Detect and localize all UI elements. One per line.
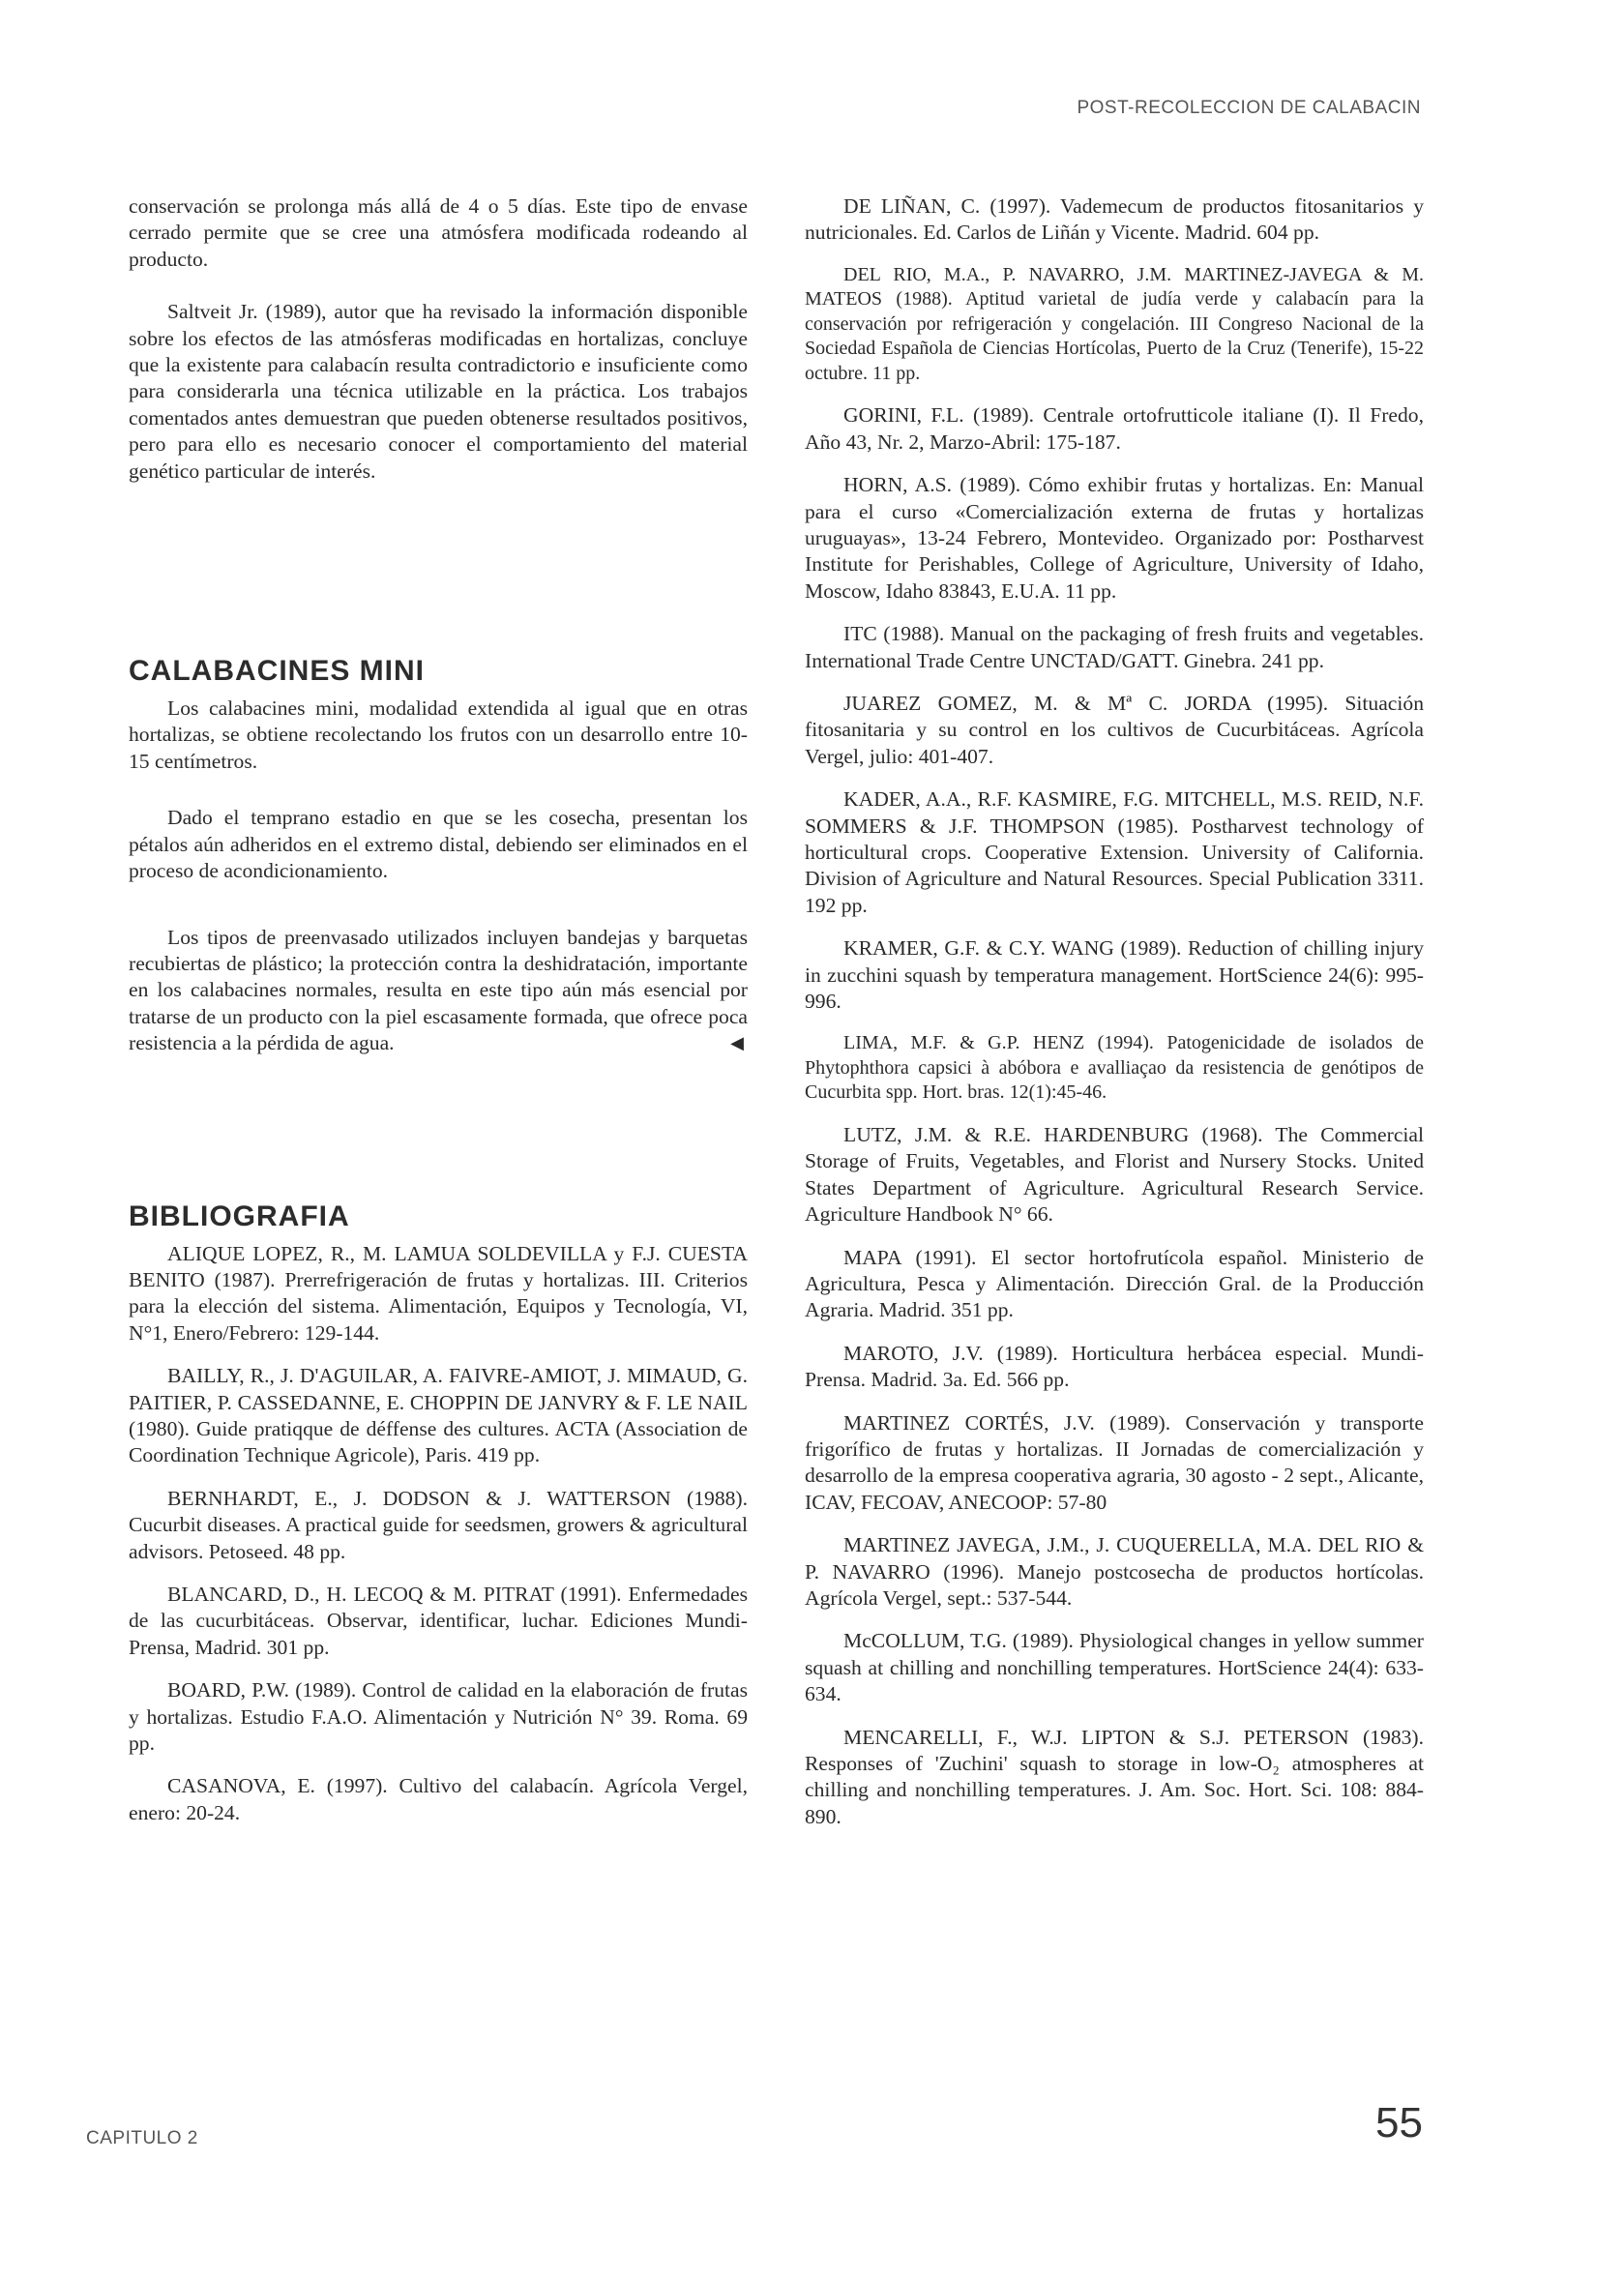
end-of-article-icon: ◀ bbox=[730, 1033, 744, 1053]
bibliography-entry: CASANOVA, E. (1997). Cultivo del calabacín. Agrícola Vergel, enero: 20-24. bbox=[129, 1774, 748, 1824]
right-column bbox=[805, 193, 1424, 1847]
running-title: POST-RECOLECCION DE CALABACIN bbox=[1077, 98, 1421, 118]
bibliography-entry: JUAREZ GOMEZ, M. & Mª C. JORDA (1995). Situación fitosanitaria y su control en los cultivos de Cucurbitáceas. Agrícola Vergel, julio: 401-407. bbox=[805, 691, 1424, 768]
section-heading-bibliografia: BIBLIOGRAFIA bbox=[129, 1199, 350, 1232]
body-paragraph: Los calabacines mini, modalidad extendida al igual que en otras hortalizas, se obtiene recolectando los frutos con un desarrollo entre 10-15 centímetros. bbox=[129, 696, 748, 773]
bibliography-entry: KRAMER, G.F. & C.Y. WANG (1989). Reduction of chilling injury in zucchini squash by temperatura management. HortScience 24(6): 995-996. bbox=[805, 936, 1424, 1014]
bibliography-entry: LUTZ, J.M. & R.E. HARDENBURG (1968). The Commercial Storage of Fruits, Vegetables, and Florist and Nursery Stocks. United States Department of Agriculture. Agricultural Research Service. Agriculture Handbook N° 66. bbox=[805, 1122, 1424, 1227]
left-column bbox=[129, 193, 748, 1843]
bibliography-entry: KADER, A.A., R.F. KASMIRE, F.G. MITCHELL, M.S. REID, N.F. SOMMERS & J.F. THOMPSON (1985). Postharvest technology of horticultural crops. Cooperative Extension. University of California. Division of Agriculture and Natural Resources. Special Publication 3311. 192 pp. bbox=[805, 787, 1424, 917]
body-paragraph: conservación se prolonga más allá de 4 o 5 días. Este tipo de envase cerrado permite que se cree una atmósfera modificada rodeando al producto. bbox=[129, 194, 748, 271]
bibliography-entry: GORINI, F.L. (1989). Centrale ortofrutticole italiane (I). Il Fredo, Año 43, Nr. 2, Marzo-Abril: 175-187. bbox=[805, 403, 1424, 454]
bibliography-entry: McCOLLUM, T.G. (1989). Physiological changes in yellow summer squash at chilling and nonchilling temperatures. HortScience 24(4): 633-634. bbox=[805, 1629, 1424, 1706]
bibliography-entry: DEL RIO, M.A., P. NAVARRO, J.M. MARTINEZ-JAVEGA & M. MATEOS (1988). Aptitud varietal de judía verde y calabacín para la conservación por refrigeración y congelación. III Congreso Nacional de la Sociedad Española de Ciencias Hortícolas, Puerto de la Cruz (Tenerife), 15-22 octubre. 11 pp. bbox=[805, 263, 1424, 384]
bibliography-entry: HORN, A.S. (1989). Cómo exhibir frutas y hortalizas. En: Manual para el curso «Comercialización externa de frutas y hortalizas uruguayas», 13-24 Febrero, Montevideo. Organizado por: Postharvest Institute for Perishables, College of Agriculture, University of Idaho, Moscow, Idaho 83843, E.U.A. 11 pp. bbox=[805, 473, 1424, 603]
bibliography-entry: MAROTO, J.V. (1989). Horticultura herbácea especial. Mundi-Prensa. Madrid. 3a. Ed. 566 pp. bbox=[805, 1341, 1424, 1392]
page-number: 55 bbox=[1375, 2099, 1423, 2147]
body-paragraph: Dado el temprano estadio en que se les cosecha, presentan los pétalos aún adheridos en el extremo distal, debiendo ser eliminados en el proceso de acondicionamiento. bbox=[129, 806, 748, 883]
bibliography-entry: LIMA, M.F. & G.P. HENZ (1994). Patogenicidade de isolados de Phytophthora capsici à abóbora e avalliaçao da resistencia de genótipos de Cucurbita spp. Hort. bras. 12(1):45-46. bbox=[805, 1032, 1424, 1104]
body-paragraph: Saltveit Jr. (1989), autor que ha revisado la información disponible sobre los efectos de las atmósferas modificadas en hortalizas, concluye que la existente para calabacín resulta contradictorio e insuficiente como para considerarla una técnica utilizable en la práctica. Los trabajos comentados antes demuestran que pueden obtenerse resultados positivos, pero para ello es necesario conocer el comportamiento del material genético particular de interés. bbox=[129, 300, 748, 483]
bibliography-entry: MENCARELLI, F., W.J. LIPTON & S.J. PETERSON (1983). Responses of 'Zuchini' squash to storage in low-O₂ atmospheres at chilling and nonchilling temperatures. J. Am. Soc. Hort. Sci. 108: 884-890. bbox=[805, 1725, 1424, 1828]
bibliography-entry: ITC (1988). Manual on the packaging of fresh fruits and vegetables. International Trade Centre UNCTAD/GATT. Ginebra. 241 pp. bbox=[805, 622, 1424, 672]
bibliography-entry: BLANCARD, D., H. LECOQ & M. PITRAT (1991). Enfermedades de las cucurbitáceas. Observar, identificar, luchar. Ediciones Mundi-Prensa, Madrid. 301 pp. bbox=[129, 1583, 748, 1659]
bibliography-entry: BAILLY, R., J. D'AGUILAR, A. FAIVRE-AMIOT, J. MIMAUD, G. PAITIER, P. CASSEDANNE, E. CHOPPIN DE JANVRY & F. LE NAIL (1980). Guide pratiqque de déffense des cultures. ACTA (Association de Coordination Technique Agricole), Paris. 419 pp. bbox=[129, 1364, 748, 1467]
body-paragraph bbox=[129, 925, 748, 1057]
section-heading-calabacines-mini: CALABACINES MINI bbox=[129, 655, 425, 688]
chapter-label: CAPITULO 2 bbox=[86, 2128, 198, 2148]
bibliography-entry: MARTINEZ CORTÉS, J.V. (1989). Conservación y transporte frigorífico de frutas y hortalizas. II Jornadas de comercialización y desarrollo de la empresa cooperativa agraria, 30 agosto - 2 sept., Alicante, ICAV, FECOAV, ANECOOP: 57-80 bbox=[805, 1410, 1424, 1514]
bibliography-entry: DE LIÑAN, C. (1997). Vademecum de productos fitosanitarios y nutricionales. Ed. Carlos de Liñán y Vicente. Madrid. 604 pp. bbox=[805, 194, 1424, 245]
body-paragraph-text: Los tipos de preenvasado utilizados incluyen bandejas y barquetas recubiertas de plástico; la protección contra la deshidratación, importante en los calabacines normales, resulta en este tipo aún más esencial por tratarse de un producto con la piel escasamente formada, que ofrece poca resistencia a la pérdida de agua. bbox=[129, 925, 748, 1055]
bibliography-entry: MAPA (1991). El sector hortofrutícola español. Ministerio de Agricultura, Pesca y Alimentación. Dirección Gral. de la Producción Agraria. Madrid. 351 pp. bbox=[805, 1245, 1424, 1322]
bibliography-entry: BERNHARDT, E., J. DODSON & J. WATTERSON (1988). Cucurbit diseases. A practical guide for seedsmen, growers & agricultural advisors. Petoseed. 48 pp. bbox=[129, 1486, 748, 1563]
bibliography-entry: MARTINEZ JAVEGA, J.M., J. CUQUERELLA, M.A. DEL RIO & P. NAVARRO (1996). Manejo postcosecha de productos hortícolas. Agrícola Vergel, sept.: 537-544. bbox=[805, 1533, 1424, 1611]
bibliography-entry: BOARD, P.W. (1989). Control de calidad en la elaboración de frutas y hortalizas. Estudio F.A.O. Alimentación y Nutrición N° 39. Roma. 69 pp. bbox=[129, 1678, 748, 1756]
bibliography-entry: ALIQUE LOPEZ, R., M. LAMUA SOLDEVILLA y F.J. CUESTA BENITO (1987). Prerrefrigeración de frutas y hortalizas. III. Criterios para la elección del sistema. Alimentación, Equipos y Tecnología, VI, N°1, Enero/Febrero: 129-144. bbox=[129, 1241, 748, 1345]
